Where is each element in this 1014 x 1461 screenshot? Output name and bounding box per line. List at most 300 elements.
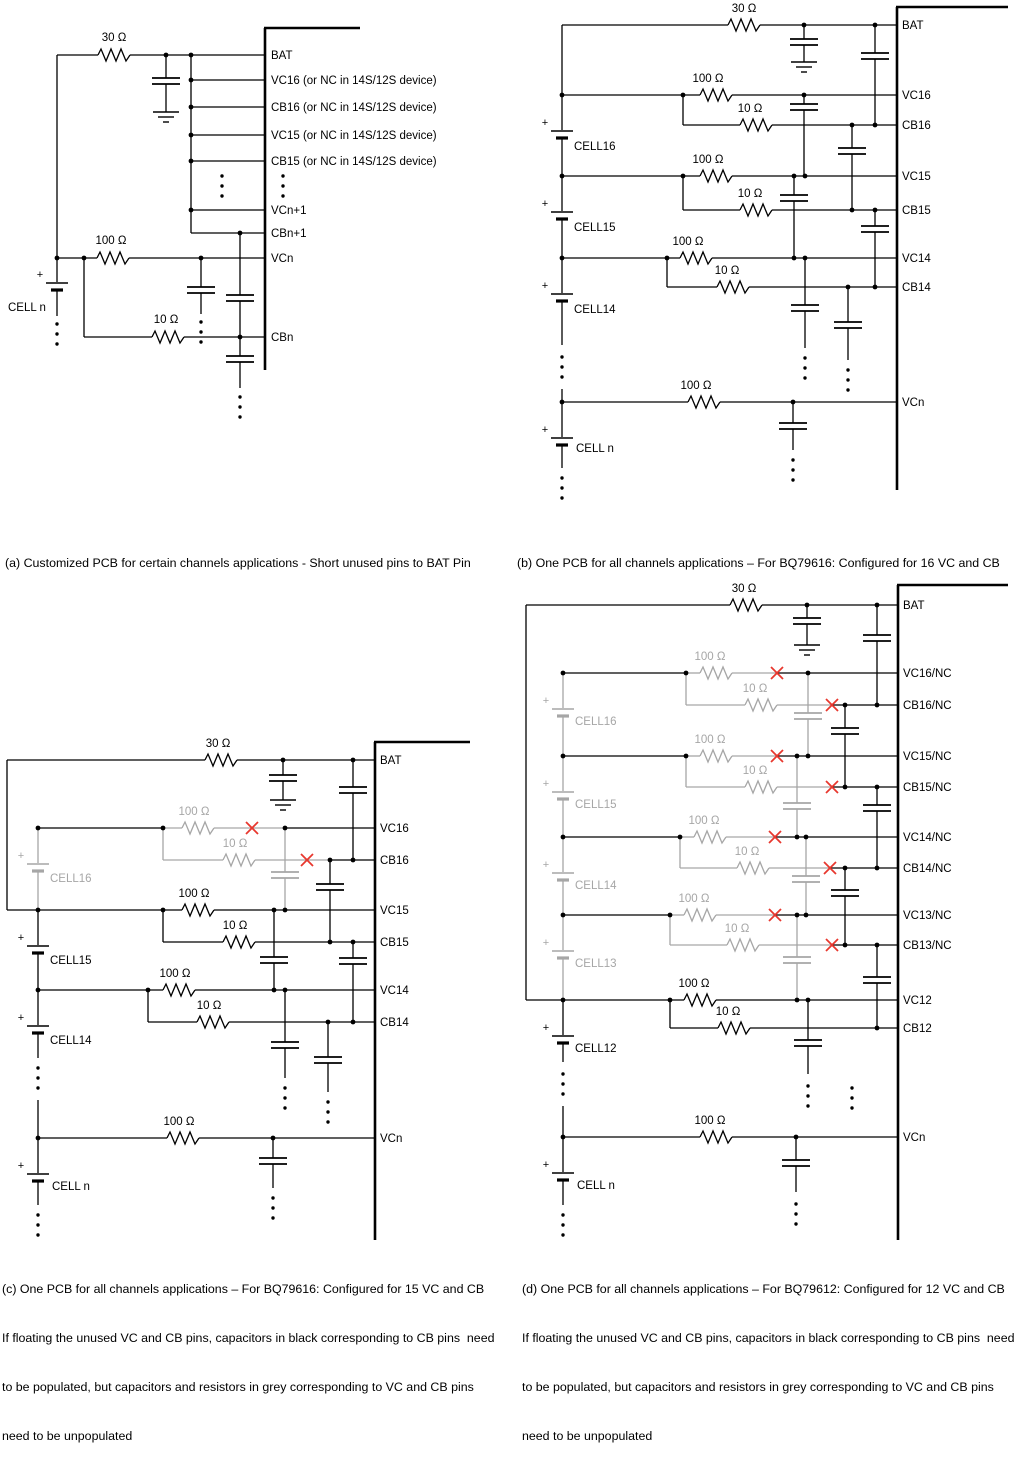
pin-label: VC15 bbox=[902, 171, 931, 183]
capacitor bbox=[831, 705, 859, 787]
caption-line: If floating the unused VC and CB pins, capacitors in black corresponding to CB pins need bbox=[2, 1331, 495, 1346]
pin-label: BAT bbox=[380, 755, 402, 767]
junction-dot bbox=[189, 78, 194, 83]
pin-label: CBn+1 bbox=[271, 228, 307, 240]
plus-sign: + bbox=[541, 280, 549, 292]
ellipsis-dots bbox=[794, 1202, 797, 1225]
battery-cell bbox=[551, 294, 573, 301]
pin-label: VCn+1 bbox=[271, 205, 307, 217]
cell-label: CELL16 bbox=[50, 873, 92, 885]
capacitor bbox=[794, 1000, 822, 1074]
ellipsis-dots bbox=[271, 1196, 274, 1219]
junction-dot bbox=[36, 988, 41, 993]
junction-dot bbox=[561, 998, 566, 1003]
capacitor bbox=[861, 25, 889, 125]
battery-cell bbox=[552, 709, 574, 716]
junction-dot bbox=[850, 208, 855, 213]
junction-dot bbox=[560, 174, 565, 179]
junction-dot bbox=[791, 400, 796, 405]
junction-dot bbox=[873, 123, 878, 128]
pin-label: VC14/NC bbox=[903, 832, 952, 844]
pin-label: CB16 (or NC in 14S/12S device) bbox=[271, 102, 437, 114]
ellipsis-dots bbox=[803, 356, 806, 379]
resistor bbox=[727, 939, 759, 951]
capacitor bbox=[269, 760, 297, 800]
caption-line: If floating the unused VC and CB pins, capacitors in black corresponding to CB pins need bbox=[522, 1331, 1014, 1346]
junction-dot bbox=[875, 785, 880, 790]
capacitor bbox=[339, 760, 367, 860]
pin-label: CB14/NC bbox=[903, 863, 952, 875]
junction-dot bbox=[238, 335, 243, 340]
plus-sign: + bbox=[542, 859, 550, 871]
resistor-value: 100 Ω bbox=[692, 73, 724, 85]
plus-sign: + bbox=[541, 424, 549, 436]
resistor-value: 100 Ω bbox=[178, 888, 210, 900]
junction-dot bbox=[283, 988, 288, 993]
battery-cell bbox=[552, 1173, 574, 1180]
cell-label: CELL15 bbox=[50, 955, 92, 967]
junction-dot bbox=[792, 256, 797, 261]
ellipsis-dots bbox=[560, 476, 563, 499]
cell-label: CELL n bbox=[576, 443, 614, 455]
capacitor bbox=[792, 837, 820, 915]
battery-cell bbox=[27, 1174, 49, 1181]
cell-label: CELL12 bbox=[575, 1043, 617, 1055]
pin-label: VCn bbox=[380, 1133, 403, 1145]
resistor-value: 30 Ω bbox=[731, 3, 757, 15]
junction-dot bbox=[351, 940, 356, 945]
caption-line: (b) One PCB for all channels applications – For BQ79616: Configured for 16 VC and CB bbox=[517, 555, 1000, 570]
junction-dot bbox=[36, 826, 41, 831]
resistor-value: 100 Ω bbox=[178, 806, 210, 818]
junction-dot bbox=[875, 603, 880, 608]
resistor-value: 10 Ω bbox=[734, 846, 760, 858]
resistor-value: 100 Ω bbox=[680, 380, 712, 392]
resistor-value: 10 Ω bbox=[196, 1000, 222, 1012]
junction-dot bbox=[199, 256, 204, 261]
junction-dot bbox=[36, 908, 41, 913]
plus-sign: + bbox=[36, 269, 44, 281]
capacitor bbox=[783, 915, 811, 1000]
pin-label: BAT bbox=[902, 20, 924, 32]
pin-label: CB14 bbox=[902, 282, 931, 294]
cell-label: CELL16 bbox=[574, 141, 616, 153]
junction-dot bbox=[161, 908, 166, 913]
junction-dot bbox=[283, 826, 288, 831]
ellipsis-dots bbox=[36, 1066, 39, 1089]
capacitor bbox=[259, 1138, 287, 1188]
junction-dot bbox=[875, 703, 880, 708]
battery-cell bbox=[27, 1026, 49, 1033]
junction-dot bbox=[843, 866, 848, 871]
junction-dot bbox=[561, 835, 566, 840]
caption-line: (a) Customized PCB for certain channels applications - Short unused pins to BAT Pin bbox=[5, 555, 471, 570]
junction-dot bbox=[805, 603, 810, 608]
panel-d bbox=[526, 583, 1008, 1240]
resistor-value: 100 Ω bbox=[163, 1116, 195, 1128]
pin-label: CB12 bbox=[903, 1023, 932, 1035]
resistor-value: 10 Ω bbox=[742, 765, 768, 777]
battery-cell bbox=[552, 1036, 574, 1043]
capacitor bbox=[793, 605, 821, 645]
junction-dot bbox=[806, 754, 811, 759]
capacitor bbox=[831, 868, 859, 945]
junction-dot bbox=[161, 826, 166, 831]
junction-dot bbox=[684, 671, 689, 676]
plus-sign: + bbox=[17, 850, 25, 862]
resistor bbox=[684, 909, 716, 921]
caption-panel-b bbox=[517, 522, 1000, 588]
ellipsis-dots bbox=[238, 395, 241, 418]
junction-dot bbox=[36, 1136, 41, 1141]
junction-dot bbox=[843, 703, 848, 708]
junction-dot bbox=[164, 53, 169, 58]
resistor-value: 10 Ω bbox=[737, 103, 763, 115]
plus-sign: + bbox=[17, 1160, 25, 1172]
plus-sign: + bbox=[542, 937, 550, 949]
capacitor bbox=[863, 787, 891, 868]
pin-label: BAT bbox=[271, 50, 293, 62]
resistor bbox=[745, 781, 777, 793]
junction-dot bbox=[795, 754, 800, 759]
pin-label: VC14 bbox=[380, 985, 409, 997]
resistor-value: 10 Ω bbox=[714, 265, 740, 277]
pin-label: BAT bbox=[903, 600, 925, 612]
resistor-value: 100 Ω bbox=[672, 236, 704, 248]
panel-b bbox=[542, 3, 1008, 500]
panel-a bbox=[8, 28, 437, 419]
plus-sign: + bbox=[17, 1012, 25, 1024]
resistor-value: 100 Ω bbox=[694, 1115, 726, 1127]
junction-dot bbox=[55, 256, 60, 261]
resistor-value: 100 Ω bbox=[678, 893, 710, 905]
pin-label: VCn bbox=[902, 397, 925, 409]
resistor bbox=[730, 599, 762, 611]
junction-dot bbox=[271, 1136, 276, 1141]
resistor bbox=[745, 699, 777, 711]
resistor-value: 10 Ω bbox=[742, 683, 768, 695]
resistor bbox=[700, 170, 732, 182]
resistor bbox=[182, 822, 214, 834]
junction-dot bbox=[806, 998, 811, 1003]
pin-label: VC16 bbox=[380, 823, 409, 835]
junction-dot bbox=[189, 105, 194, 110]
junction-dot bbox=[803, 256, 808, 261]
caption-line: (c) One PCB for all channels applications – For BQ79616: Configured for 15 VC and CB bbox=[2, 1281, 485, 1296]
pin-label: CB15 (or NC in 14S/12S device) bbox=[271, 156, 437, 168]
pin-label: VC16 (or NC in 14S/12S device) bbox=[271, 75, 437, 87]
resistor-value: 30 Ω bbox=[101, 32, 127, 44]
junction-dot bbox=[189, 53, 194, 58]
resistor bbox=[152, 331, 184, 343]
pin-label: CB16 bbox=[380, 855, 409, 867]
resistor-value: 10 Ω bbox=[724, 923, 750, 935]
junction-dot bbox=[561, 1135, 566, 1140]
resistor bbox=[688, 396, 720, 408]
junction-dot bbox=[875, 1026, 880, 1031]
junction-dot bbox=[665, 256, 670, 261]
junction-dot bbox=[684, 754, 689, 759]
capacitor bbox=[863, 945, 891, 1028]
ellipsis-dots bbox=[806, 1084, 809, 1107]
resistor-value: 100 Ω bbox=[694, 651, 726, 663]
plus-sign: + bbox=[542, 778, 550, 790]
pin-label: VC15 (or NC in 14S/12S device) bbox=[271, 130, 437, 142]
ground-icon bbox=[153, 112, 179, 122]
ellipsis-dots bbox=[281, 174, 284, 197]
resistor-value: 30 Ω bbox=[731, 583, 757, 595]
junction-dot bbox=[326, 1020, 331, 1025]
pin-label: CB16 bbox=[902, 120, 931, 132]
plus-sign: + bbox=[17, 932, 25, 944]
resistor-value: 10 Ω bbox=[222, 920, 248, 932]
ellipsis-dots bbox=[220, 174, 223, 197]
ellipsis-dots bbox=[791, 458, 794, 481]
resistor bbox=[700, 667, 732, 679]
junction-dot bbox=[272, 988, 277, 993]
resistor-value: 100 Ω bbox=[692, 154, 724, 166]
junction-dot bbox=[804, 913, 809, 918]
capacitor bbox=[838, 125, 866, 210]
junction-dot bbox=[875, 943, 880, 948]
junction-dot bbox=[873, 208, 878, 213]
ellipsis-dots bbox=[55, 322, 58, 345]
pin-label: VC15 bbox=[380, 905, 409, 917]
junction-dot bbox=[560, 256, 565, 261]
plus-sign: + bbox=[541, 198, 549, 210]
resistor bbox=[684, 994, 716, 1006]
pin-label: CB14 bbox=[380, 1017, 409, 1029]
junction-dot bbox=[681, 93, 686, 98]
resistor bbox=[718, 1022, 750, 1034]
pin-label: VC16/NC bbox=[903, 668, 952, 680]
battery-cell bbox=[551, 212, 573, 219]
resistor-value: 100 Ω bbox=[678, 978, 710, 990]
junction-dot bbox=[803, 174, 808, 179]
caption-line: need to be unpopulated bbox=[522, 1429, 653, 1444]
junction-dot bbox=[328, 940, 333, 945]
resistor bbox=[205, 754, 237, 766]
junction-dot bbox=[792, 174, 797, 179]
junction-dot bbox=[189, 208, 194, 213]
capacitor bbox=[316, 860, 344, 942]
junction-dot bbox=[846, 285, 851, 290]
junction-dot bbox=[82, 256, 87, 261]
ellipsis-dots bbox=[283, 1086, 286, 1109]
panel-c bbox=[7, 738, 470, 1240]
junction-dot bbox=[560, 400, 565, 405]
pin-label: VCn bbox=[271, 253, 294, 265]
cell-label: CELL n bbox=[52, 1181, 90, 1193]
plus-sign: + bbox=[541, 117, 549, 129]
junction-dot bbox=[795, 913, 800, 918]
ellipsis-dots bbox=[199, 320, 202, 343]
ellipsis-dots bbox=[561, 1213, 564, 1236]
junction-dot bbox=[802, 23, 807, 28]
plus-sign: + bbox=[542, 1022, 550, 1034]
capacitor bbox=[861, 210, 889, 287]
caption-panel-c bbox=[2, 1248, 494, 1461]
battery-cell bbox=[551, 131, 573, 138]
junction-dot bbox=[802, 93, 807, 98]
resistor bbox=[700, 750, 732, 762]
resistor bbox=[737, 862, 769, 874]
capacitor bbox=[791, 258, 819, 348]
junction-dot bbox=[351, 758, 356, 763]
ellipsis-dots bbox=[850, 1086, 853, 1109]
ground-icon bbox=[270, 800, 296, 810]
junction-dot bbox=[238, 231, 243, 236]
capacitor bbox=[271, 828, 299, 910]
resistor bbox=[197, 1016, 229, 1028]
pin-label: VC13/NC bbox=[903, 910, 952, 922]
junction-dot bbox=[806, 671, 811, 676]
pin-label: VCn bbox=[903, 1132, 926, 1144]
capacitor bbox=[863, 605, 891, 705]
junction-dot bbox=[351, 858, 356, 863]
junction-dot bbox=[843, 785, 848, 790]
resistor-value: 100 Ω bbox=[688, 815, 720, 827]
capacitor bbox=[782, 1137, 810, 1192]
caption-line: (d) One PCB for all channels applications – For BQ79612: Configured for 12 VC and CB bbox=[522, 1281, 1005, 1296]
resistor-value: 100 Ω bbox=[95, 235, 127, 247]
junction-dot bbox=[561, 671, 566, 676]
pin-label: CBn bbox=[271, 332, 294, 344]
resistor-value: 10 Ω bbox=[222, 838, 248, 850]
resistor bbox=[728, 19, 760, 31]
cell-label: CELL14 bbox=[575, 880, 617, 892]
junction-dot bbox=[283, 908, 288, 913]
capacitor bbox=[339, 942, 367, 1022]
capacitor bbox=[794, 673, 822, 756]
junction-dot bbox=[281, 758, 286, 763]
cell-label: CELL16 bbox=[575, 716, 617, 728]
pin-label: CB15 bbox=[380, 937, 409, 949]
junction-dot bbox=[561, 913, 566, 918]
caption-line: to be populated, but capacitors and resistors in grey corresponding to VC and CB pins bbox=[2, 1380, 474, 1395]
resistor bbox=[223, 854, 255, 866]
battery-cell bbox=[552, 792, 574, 799]
junction-dot bbox=[560, 93, 565, 98]
junction-dot bbox=[328, 858, 333, 863]
pin-label: CB15/NC bbox=[903, 782, 952, 794]
junction-dot bbox=[668, 913, 673, 918]
resistor bbox=[717, 281, 749, 293]
plus-sign: + bbox=[542, 695, 550, 707]
cell-label: CELL15 bbox=[575, 799, 617, 811]
capacitor bbox=[152, 55, 180, 112]
junction-dot bbox=[843, 943, 848, 948]
junction-dot bbox=[189, 133, 194, 138]
caption-line: to be populated, but capacitors and resistors in grey corresponding to VC and CB pins bbox=[522, 1380, 994, 1395]
ellipsis-dots bbox=[561, 1072, 564, 1095]
resistor bbox=[740, 119, 772, 131]
junction-dot bbox=[795, 998, 800, 1003]
junction-dot bbox=[189, 159, 194, 164]
resistor bbox=[98, 49, 130, 61]
battery-cell bbox=[552, 873, 574, 880]
resistor-value: 100 Ω bbox=[159, 968, 191, 980]
resistor bbox=[700, 1131, 732, 1143]
cell-label: CELL n bbox=[577, 1180, 615, 1192]
pin-label: VC16 bbox=[902, 90, 931, 102]
caption-panel-a bbox=[5, 522, 471, 588]
resistor bbox=[740, 204, 772, 216]
junction-dot bbox=[875, 866, 880, 871]
resistor-value: 10 Ω bbox=[715, 1006, 741, 1018]
resistor bbox=[97, 252, 129, 264]
capacitor bbox=[187, 258, 215, 314]
ground-icon bbox=[794, 645, 820, 655]
ellipsis-dots bbox=[846, 368, 849, 391]
junction-dot bbox=[146, 988, 151, 993]
capacitor bbox=[790, 95, 818, 176]
resistor bbox=[680, 252, 712, 264]
resistor bbox=[700, 89, 732, 101]
pin-label: CB13/NC bbox=[903, 940, 952, 952]
resistor bbox=[163, 984, 195, 996]
pin-label: VC12 bbox=[903, 995, 932, 1007]
resistor-value: 10 Ω bbox=[153, 314, 179, 326]
junction-dot bbox=[873, 285, 878, 290]
cell-label: CELL15 bbox=[574, 222, 616, 234]
ellipsis-dots bbox=[326, 1100, 329, 1123]
capacitor bbox=[783, 756, 811, 837]
junction-dot bbox=[351, 1020, 356, 1025]
capacitor bbox=[790, 25, 818, 62]
capacitor bbox=[271, 990, 299, 1078]
resistor-value: 100 Ω bbox=[694, 734, 726, 746]
battery-cell bbox=[46, 283, 68, 290]
pin-label: CB15 bbox=[902, 205, 931, 217]
cell-label: CELL14 bbox=[50, 1035, 92, 1047]
junction-dot bbox=[678, 835, 683, 840]
resistor bbox=[167, 1132, 199, 1144]
battery-cell bbox=[27, 946, 49, 953]
battery-cell bbox=[551, 438, 573, 445]
junction-dot bbox=[850, 123, 855, 128]
junction-dot bbox=[668, 998, 673, 1003]
capacitor bbox=[226, 233, 254, 337]
junction-dot bbox=[272, 908, 277, 913]
junction-dot bbox=[804, 835, 809, 840]
battery-cell bbox=[27, 864, 49, 871]
junction-dot bbox=[561, 754, 566, 759]
junction-dot bbox=[873, 23, 878, 28]
battery-cell bbox=[552, 951, 574, 958]
resistor-value: 30 Ω bbox=[205, 738, 231, 750]
cell-label: CELL n bbox=[8, 302, 46, 314]
resistor bbox=[223, 936, 255, 948]
capacitor bbox=[780, 176, 808, 258]
caption-panel-d bbox=[522, 1248, 1014, 1461]
resistor bbox=[182, 904, 214, 916]
junction-dot bbox=[795, 835, 800, 840]
capacitor bbox=[834, 287, 862, 360]
junction-dot bbox=[794, 1135, 799, 1140]
capacitor bbox=[779, 402, 807, 450]
cell-label: CELL14 bbox=[574, 304, 616, 316]
pin-label: VC14 bbox=[902, 253, 931, 265]
caption-line: need to be unpopulated bbox=[2, 1429, 133, 1444]
resistor bbox=[694, 831, 726, 843]
pin-label: CB16/NC bbox=[903, 700, 952, 712]
junction-dot bbox=[681, 174, 686, 179]
ellipsis-dots bbox=[560, 355, 563, 378]
capacitor bbox=[226, 337, 254, 388]
ground-icon bbox=[791, 62, 817, 72]
pin-label: VC15/NC bbox=[903, 751, 952, 763]
